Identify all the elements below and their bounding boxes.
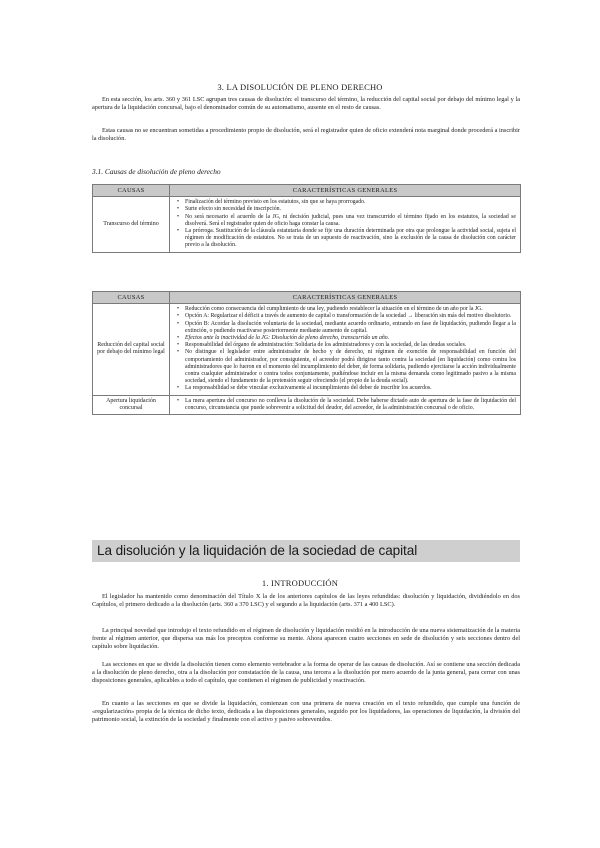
section-1-paragraph-2: La principal novedad que introdujo el texto refundido en el régimen de disolución y liquidación residió en la introducción de una nueva sistematización de la materia frente al régimen anterior, que dispersa sus más los preceptos conforme su mente. Ahora aparecen cuatro secciones en sede de disolución y seis secciones dentro del capítulo sobre liquidación. (92, 627, 520, 651)
list-item: • Reducción como consecuencia del cumplimiento de una ley, pudiendo restablecer la situación en el término de un año por la JG. (185, 306, 516, 313)
list-item: • Opción B: Acordar la disolución voluntaria de la sociedad, mediante acuerdo ordinario, entrando en fase de liquidación, pudiendo llegar a la extinción, o pudiendo reactivarse posteriormente mediante aumento de capital. (185, 321, 516, 335)
characteristics-cell (170, 197, 521, 252)
section-1-paragraph-1: El legislador ha mantenido como denominación del Título X la de los anteriores capítulos de las leyes refundidas: disolución y liquidación, dividiéndolo en dos Capítulos, el primero dedicado a la disolución (arts. 360 a 370 LSC) y el segundo a la liquidación (arts. 371 a 400 LSC). (92, 593, 520, 609)
list-item: • Opción A: Regularizar el déficit a través de aumento de capital o transformación de la sociedad → liberación sin más del motivo disolutorio. (185, 313, 516, 320)
table-row (93, 197, 521, 252)
list-item: • No distingue el legislador entre administrador de hecho y de derecho, ni régimen de exención de responsabilidad en función del comportamiento del administrador, por consiguiente, el acreedor podrá dirigirse tanto contra la sociedad (en liquidación) como contra los administradores que lo fueron en el momento del incumplimiento del deber, de forma solidaria, pudiendo ejercitarse la acción individualmente contra cualquier administrador o contra todos conjuntamente, pudiéndose incluir en la misma demanda como legitimado pasivo a la misma sociedad, siendo el fundamento de la pretensión seguir ofreciendo (el propio de la deuda social). (185, 349, 516, 385)
characteristics-cell (170, 304, 521, 395)
cause-cell: Reducción del capital social por debajo del mínimo legal (93, 304, 170, 395)
subsection-3-1-title: 3.1. Causas de disolución de pleno derecho (92, 167, 221, 176)
list-item: • Surte efecto sin necesidad de inscripción. (185, 206, 516, 213)
header-caracteristicas: CARACTERÍSTICAS GENERALES (170, 292, 521, 304)
characteristics-list (173, 306, 516, 392)
header-caracteristicas: CARACTERÍSTICAS GENERALES (170, 185, 521, 197)
section-3-title: 3. LA DISOLUCIÓN DE PLENO DERECHO (217, 82, 383, 92)
list-item: • No será necesario el acuerdo de la JG, ni decisión judicial, pues una vez transcurrido el término fijado en los estatutos, la sociedad se disolverá. Será el registrador quien de oficio haga constar la causa. (185, 214, 516, 228)
cause-cell: Apertura liquidación concursal (93, 395, 170, 415)
section-1-paragraph-3: Las secciones en que se divide la disolución tienen como elemento vertebrador a la forma de operar de las causas de disolución. Así se contiene una sección dedicada a la disolución de pleno derecho, otra a la disolución por constatación de la causa, una tercera a la disolución por mero acuerdo de la junta general, para cerrar con unas disposiciones generales, aplicables a todo el capítulo, que contienen el régimen de publicidad y reactivación. (92, 661, 520, 685)
cause-cell: Transcurso del término (93, 197, 170, 252)
table-causes-capital (92, 291, 521, 415)
table-header-row (93, 185, 521, 197)
table-header-row (93, 292, 521, 304)
section-3-paragraph-1: En esta sección, los arts. 360 y 361 LSC agrupan tres causas de disolución: el transcurso del término, la reducción del capital social por debajo del mínimo legal y la apertura de la liquidación concursal, bajo el denominador común de su automatismo, ausente en el resto de causas. (92, 96, 520, 112)
chapter-title: La disolución y la liquidación de la sociedad de capital (92, 540, 520, 562)
list-item: • Responsabilidad del órgano de administración: Solidaria de los administradores y con la sociedad, de las deudas sociales. (185, 342, 516, 349)
characteristics-list (173, 199, 516, 249)
section-1-title: 1. INTRODUCCIÓN (261, 578, 339, 588)
list-item: • La mera apertura del concurso no conlleva la disolución de la sociedad. Debe haberse dictado auto de apertura de la fase de liquidación del concurso, circunstancia que puede sobrevenir a solicitud del deudor, del acreedor, de la administración concursal o de oficio. (185, 398, 516, 412)
list-item: • La responsabilidad se debe vincular exclusivamente al incumplimiento del deber de inscribir los acuerdos. (185, 385, 516, 392)
characteristics-list (173, 398, 516, 412)
header-causas: CAUSAS (93, 292, 170, 304)
section-3-paragraph-2: Estas causas no se encuentran sometidas a procedimiento propio de disolución, será el registrador quien de oficio extenderá nota marginal donde procederá a inscribir la disolución. (92, 127, 520, 143)
table-row (93, 395, 521, 415)
header-causas: CAUSAS (93, 185, 170, 197)
list-item: • La prórroga. Sustitución de la cláusula estatutaria donde se fije una duración determinada por otra que prolongue la actividad social, sujeta el régimen de modificación de estatutos. No se trata de un supuesto de reactivación, sino la exclusión de la causa de disolución con carácter previo a la disolución. (185, 228, 516, 250)
list-item: • Efectos ante la inactividad de la JG: Disolución de pleno derecho, transcurrido un año. (185, 335, 516, 342)
list-item: • Finalización del término previsto en los estatutos, sin que se haya prorrogado. (185, 199, 516, 206)
table-causes-term (92, 184, 521, 253)
table-row (93, 304, 521, 395)
section-1-paragraph-4: En cuanto a las secciones en que se divide la liquidación, comienzan con una primera de nueva creación en el texto refundido, que cumple una función de «regularización» propia de la técnica de dicho texto, dedicada a las disposiciones generales, seguido por los liquidadores, las operaciones de liquidación, la división del patrimonio social, la extinción de la sociedad y finalmente con el activo y pasivo sobrevenidos. (92, 700, 520, 724)
characteristics-cell (170, 395, 521, 415)
